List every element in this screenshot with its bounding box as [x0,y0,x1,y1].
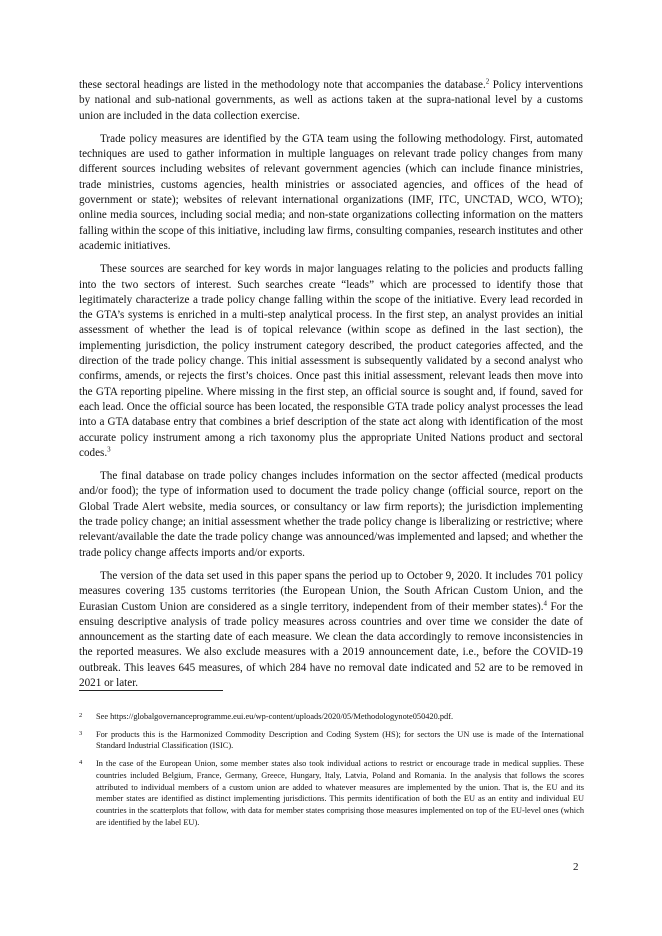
paragraph-final-database [79,469,583,561]
paragraph-text-continued: Policy interventions by national and sub-national governments, as well as actions taken at the supra-national level by a customs union are included in the data collection exercise. [79,79,583,122]
paragraph-text: These sources are searched for key words in major languages relating to the policies and products falling into the two sectors of interest. Such searches create “leads” which are processed to identify those that legitimately characterize a trade policy change falling within the scope of the initiative. Every lead recorded in the GTA’s systems is enriched in a multi-step analytical process. In the first step, an analyst provides an initial assessment of whether the lead is of topical relevance (within scope as defined in the last section), the implementing jurisdiction, the policy instrument category described, the product categories affected, and the direction of the trade policy change. This initial assessment is subsequently validated by a second analyst who confirms, amends, or rejects the first’s choices. Once past this initial assessment, relevant leads then move into the GTA reporting pipeline. Where missing in the first step, an official source is sought and, if found, saved for each lead. Once the official source has been located, the responsible GTA trade policy analyst processes the lead into a GTA database entry that combines a brief description of the state act along with identification of the most accurate policy instrument among a rich taxonomy plus the appropriate United Nations product and sectoral codes. [79,263,583,459]
paragraph-text: The version of the data set used in this paper spans the period up to October 9, 2020. It includes 701 policy measures covering 135 customs territories (the European Union, the South African Custom Union, and the Eurasian Custom Union are considered as a single territory, independent from of their member states). [79,569,583,613]
footnote-4 [79,758,584,828]
footnote-text: For products this is the Harmonized Commodity Description and Coding System (HS); for sectors the UN use is made of the International Standard Industrial Classification (ISIC). [96,729,584,751]
page-number: 2 [573,861,579,873]
footnote-number: 4 [79,759,83,767]
footnote-number: 3 [79,729,83,737]
footnote-text: In the case of the European Union, some member states also took individual actions to restrict or encourage trade in medical supplies. These countries included Belgium, France, Germany, Greece, Hungary, Italy, Latvia, Poland and Romania. In the analysis that follows the scores attributed to individual members of a custom union are added to whatever measures are implemented by the union. That is, the EU and its member states are identified as distinct implementing jurisdictions. This permits identification of both the EU as an entity and individual EU countries in the scatterplots that follow, with data for member states comprising those measures implemented on top of the EU-level ones (which are identified by the label EU). [96,759,584,827]
paragraph-text: these sectoral headings are listed in the methodology note that accompanies the database. [79,79,486,91]
footnote-text: See https://globalgovernanceprogramme.eui.eu/wp-content/uploads/2020/05/Methodologynote050420.pdf. [96,712,454,721]
paragraph-sectoral-headings [79,78,583,124]
document-body [79,78,583,699]
footnote-separator [79,690,223,691]
footnote-2 [79,711,584,723]
footnotes [79,711,584,834]
paragraph-methodology [79,132,583,254]
paragraph-leads-process [79,262,583,461]
footnote-3 [79,729,584,752]
footnote-reference: 3 [107,445,111,454]
paragraph-text-continued: For the ensuing descriptive analysis of trade policy measures across countries and over time we consider the date of announcement as the starting date of each measure. We clean the data accordingly to remove inconsistencies in the reported measures. We also exclude measures with a 2019 announcement date, i.e., before the COVID-19 outbreak. This leaves 645 measures, of which 284 have no removal date indicated and 52 are to be removed in 2021 or later. [79,600,583,689]
paragraph-text: Trade policy measures are identified by the GTA team using the following methodology. First, automated techniques are used to gather information in multiple languages on relevant trade policy changes from many different sources including websites of relevant government agencies (which can include finance ministries, trade ministries, customs agencies, health ministries or associated agencies, and offices of the head of government or state); websites of relevant international organizations (IMF, ITC, UNCTAD, WCO, WTO); online media sources, including social media; and non-state organizations collecting information on the matters falling within the scope of this initiative, including law firms, consulting companies, research institutes and other academic initiatives. [79,132,583,252]
footnote-number: 2 [79,712,83,719]
footnote-reference: 2 [485,77,490,86]
footnote-reference: 4 [543,598,548,607]
paragraph-data-version [79,569,583,691]
paragraph-text: The final database on trade policy changes includes information on the sector affected (medical products and/or food); the type of information used to document the trade policy change (official source, report on the Global Trade Alert website, media sources, or consultancy or law firm reports); the jurisdiction implementing the trade policy change; an initial assessment whether the trade policy change is liberalizing or restrictive; where relevant/available the date the trade policy change was announced/was implemented and lapsed; and whether the trade policy change affects imports and/or exports. [79,470,583,559]
